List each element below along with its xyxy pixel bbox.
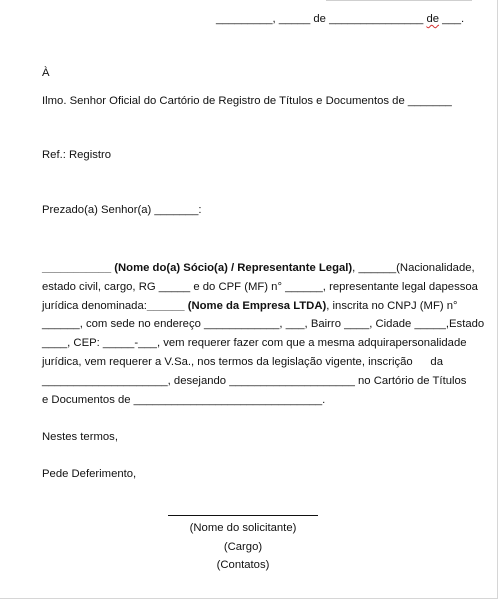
date-line xyxy=(216,12,464,26)
body-line-8: e Documentos de ______________________________. xyxy=(42,393,326,406)
body-line-3-right xyxy=(147,299,458,318)
body-line-2 xyxy=(42,280,478,299)
body-line-1-mid: , ______ xyxy=(352,262,397,274)
body-line-1-right: (Nacionalidade, xyxy=(396,262,475,274)
date-line-word: de xyxy=(426,13,440,25)
body-line-4 xyxy=(42,317,485,336)
body-blank-signatory: ___________ xyxy=(42,262,112,274)
body-line-1 xyxy=(42,261,475,280)
body-paragraph xyxy=(42,261,485,411)
body-line-5-left: ____, CEP: _____-___, vem requerer fazer com que a mesma adquira xyxy=(42,337,396,350)
body-line-6 xyxy=(42,355,443,374)
body-line-1-left xyxy=(42,261,396,280)
body-company-name: ______ (Nome da Empresa LTDA) xyxy=(146,299,327,312)
body-signatory-name: (Nome do(a) Sócio(a) / Representante Legal) xyxy=(111,262,353,274)
signature-line xyxy=(168,515,318,516)
signature-block xyxy=(168,521,318,577)
body-line-2-right: pessoa xyxy=(441,280,478,293)
recipient-prefix: À xyxy=(42,67,50,79)
date-line-prefix: _________, _____ de _______________ xyxy=(216,13,427,25)
closing-terms: Nestes termos, xyxy=(42,431,118,443)
page-border-bottom xyxy=(0,598,498,599)
signature-name: (Nome do solicitante) xyxy=(189,522,297,534)
body-line-6-right: da xyxy=(430,355,443,368)
date-line-suffix: ___. xyxy=(439,13,465,25)
body-line-3-left: jurídica denominada: xyxy=(42,299,147,312)
signature-contacts: (Contatos) xyxy=(216,559,270,571)
closing-request: Pede Deferimento, xyxy=(42,468,137,480)
page-border-right xyxy=(497,0,498,598)
body-line-5-right: personalidade xyxy=(395,337,467,350)
body-line-4-left: ______, com sede no endereço ____________, ___, Bairro ____, Cidade _____, xyxy=(42,318,450,331)
signature-role: (Cargo) xyxy=(223,540,263,553)
reference-line: Ref.: Registro xyxy=(42,149,112,161)
body-line-2-left: estado civil, cargo, RG _____ e do CPF (MF) n° ______, representante legal da xyxy=(42,280,442,293)
body-line-4-right: Estado xyxy=(449,318,485,331)
body-line-5 xyxy=(42,336,467,355)
addressee-line: Ilmo. Senhor Oficial do Cartório de Registro de Títulos e Documentos de _______ xyxy=(42,95,452,107)
body-line-3-tail: , inscrita no CNPJ (MF) n° xyxy=(326,299,458,312)
body-line-7: ____________________, desejando ____________________ no Cartório de Títulos xyxy=(42,374,467,387)
body-line-6-left: jurídica, vem requerer a V.Sa., nos termos da legislação vigente, inscrição xyxy=(42,355,413,368)
body-line-3 xyxy=(42,299,458,318)
greeting-line: Prezado(a) Senhor(a) _______: xyxy=(42,204,202,216)
page-border-top xyxy=(326,0,472,1)
